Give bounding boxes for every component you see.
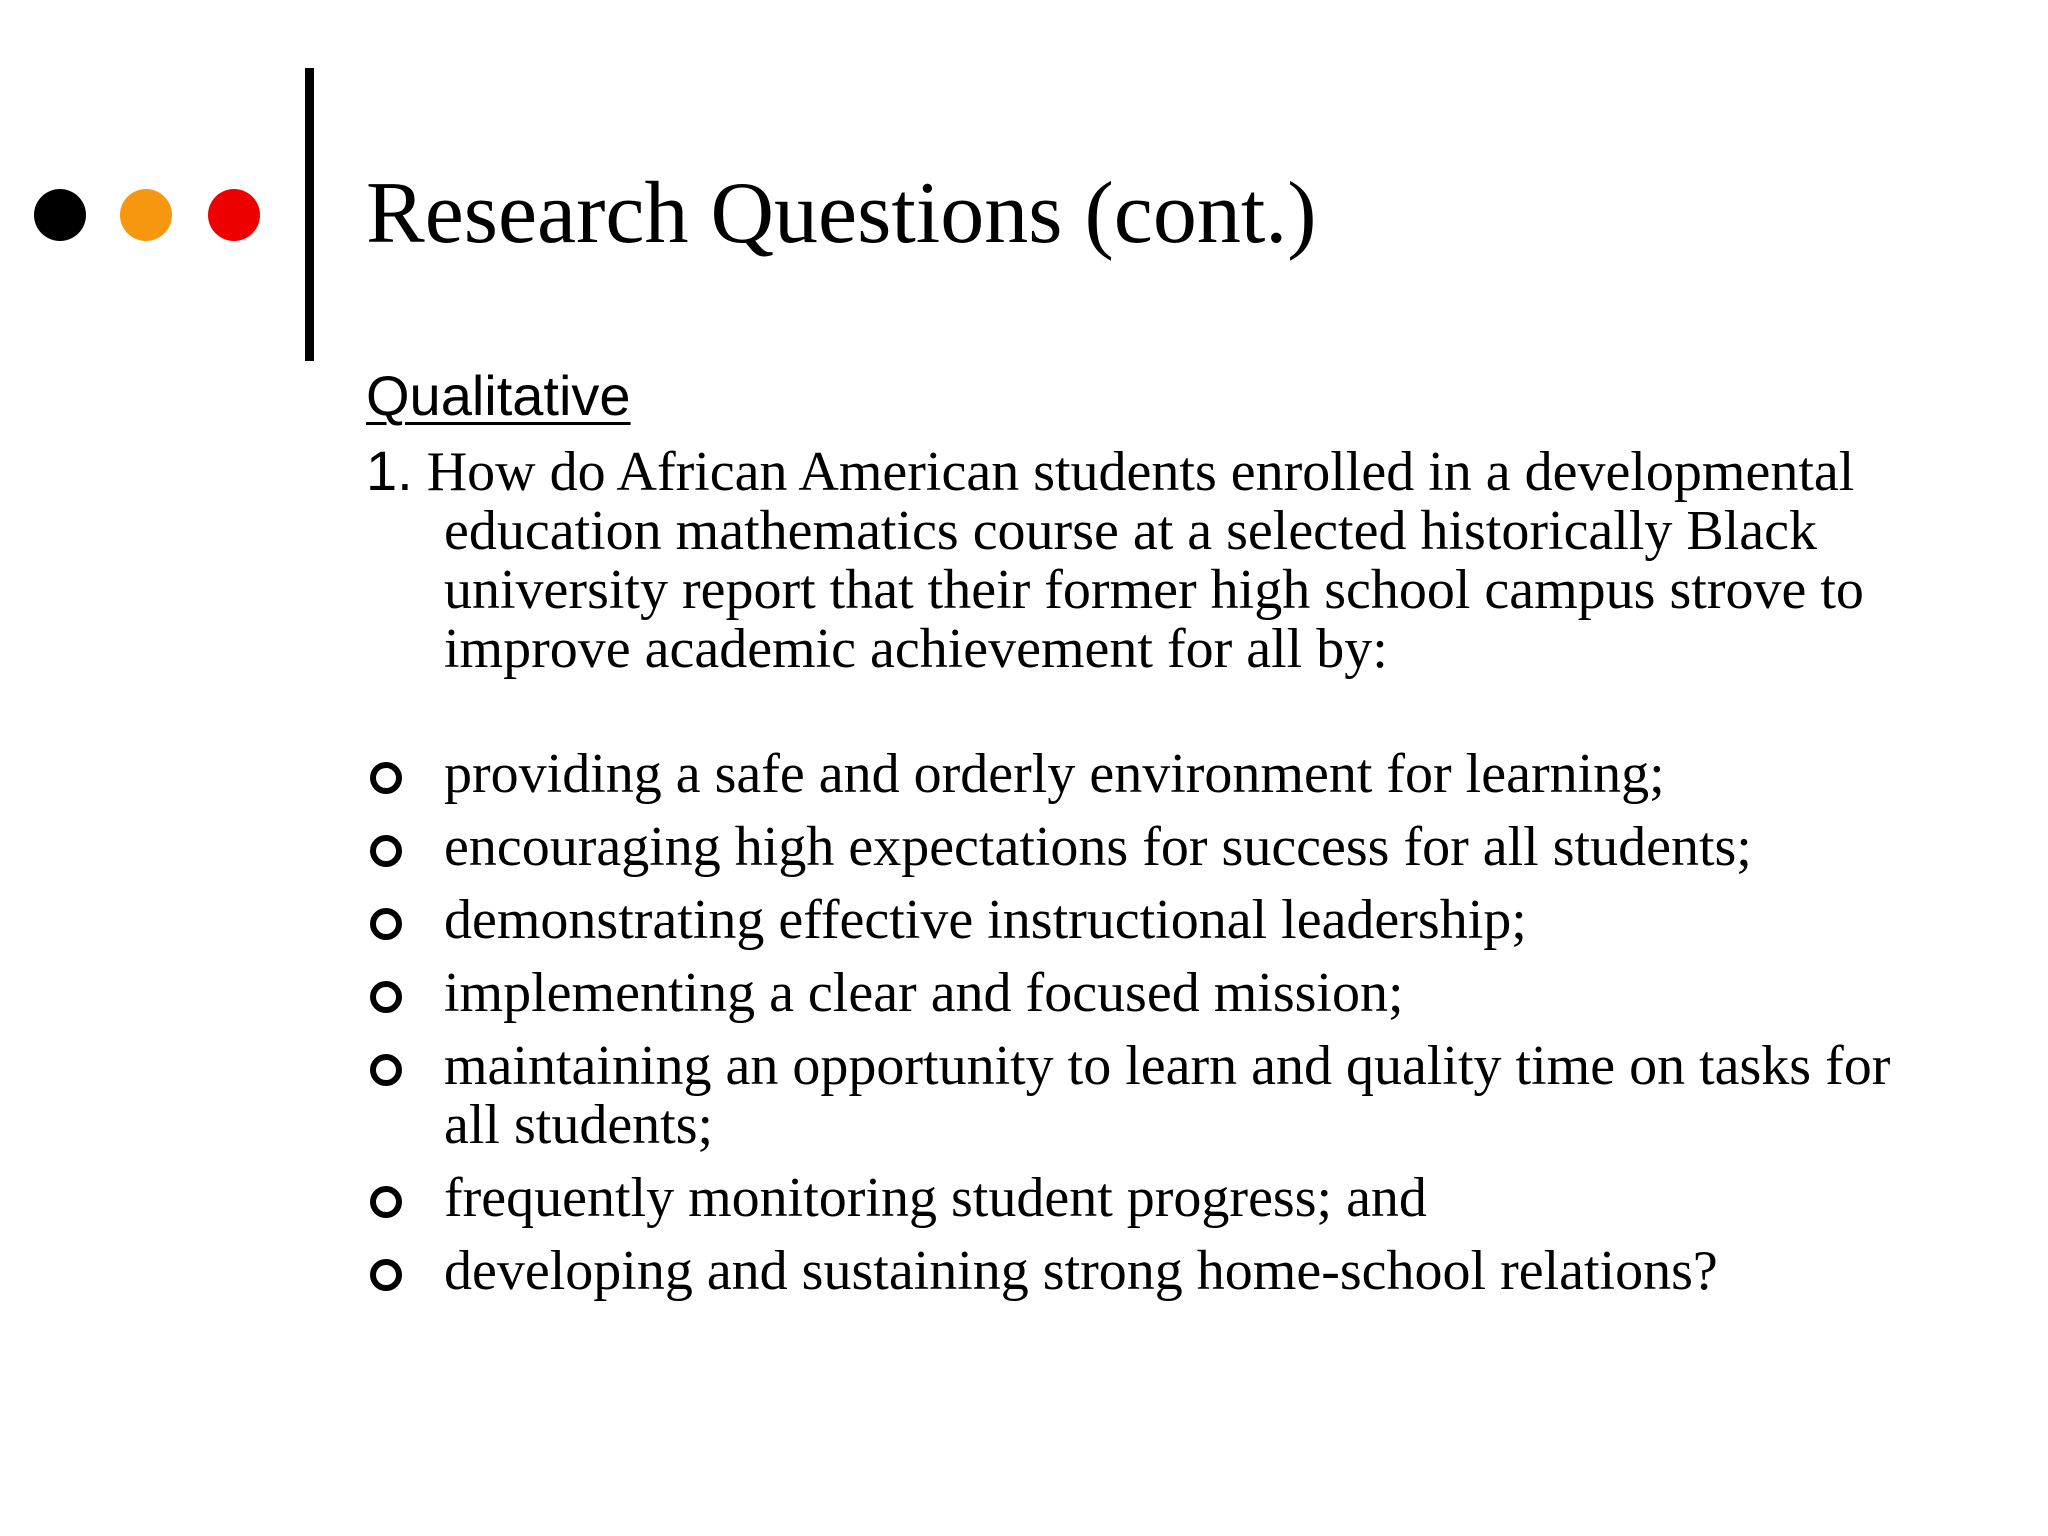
list-item-text: frequently monitoring student progress; and [444, 1167, 1427, 1229]
list-item-text: implementing a clear and focused mission; [444, 962, 1404, 1024]
ring-bullet-icon [370, 762, 402, 794]
list-item [366, 818, 1946, 877]
ring-bullet-icon [370, 835, 402, 867]
list-item-text: developing and sustaining strong home-school relations? [444, 1240, 1718, 1302]
list-item [366, 1242, 1946, 1301]
ring-bullet-icon [370, 1186, 402, 1218]
question-number: 1. [366, 439, 413, 502]
list-item [366, 964, 1946, 1023]
title-divider [305, 68, 314, 361]
list-item-text: maintaining an opportunity to learn and quality time on tasks for all students; [444, 1035, 1891, 1156]
question-text: How do African American students enrolled in a developmental education mathematics course at a selected historically Black university report that their former high school campus strove to improve academic achievement for all by: [426, 441, 1864, 680]
list-item [366, 891, 1946, 950]
ring-bullet-icon [370, 1259, 402, 1291]
list-item [366, 745, 1946, 804]
decorative-dot-black [34, 189, 86, 241]
research-question [366, 441, 1906, 679]
list-item-text: providing a safe and orderly environment for learning; [444, 743, 1665, 805]
list-item [366, 1169, 1946, 1228]
decorative-dot-orange [120, 189, 172, 241]
ring-bullet-icon [370, 981, 402, 1013]
slide-title: Research Questions (cont.) [366, 165, 1317, 262]
list-item [366, 1037, 1946, 1155]
bullet-list [366, 745, 1946, 1315]
ring-bullet-icon [370, 1054, 402, 1086]
decorative-dot-red [208, 189, 260, 241]
section-heading: Qualitative [366, 364, 631, 427]
list-item-text: encouraging high expectations for success for all students; [444, 816, 1752, 878]
ring-bullet-icon [370, 908, 402, 940]
list-item-text: demonstrating effective instructional leadership; [444, 889, 1527, 951]
